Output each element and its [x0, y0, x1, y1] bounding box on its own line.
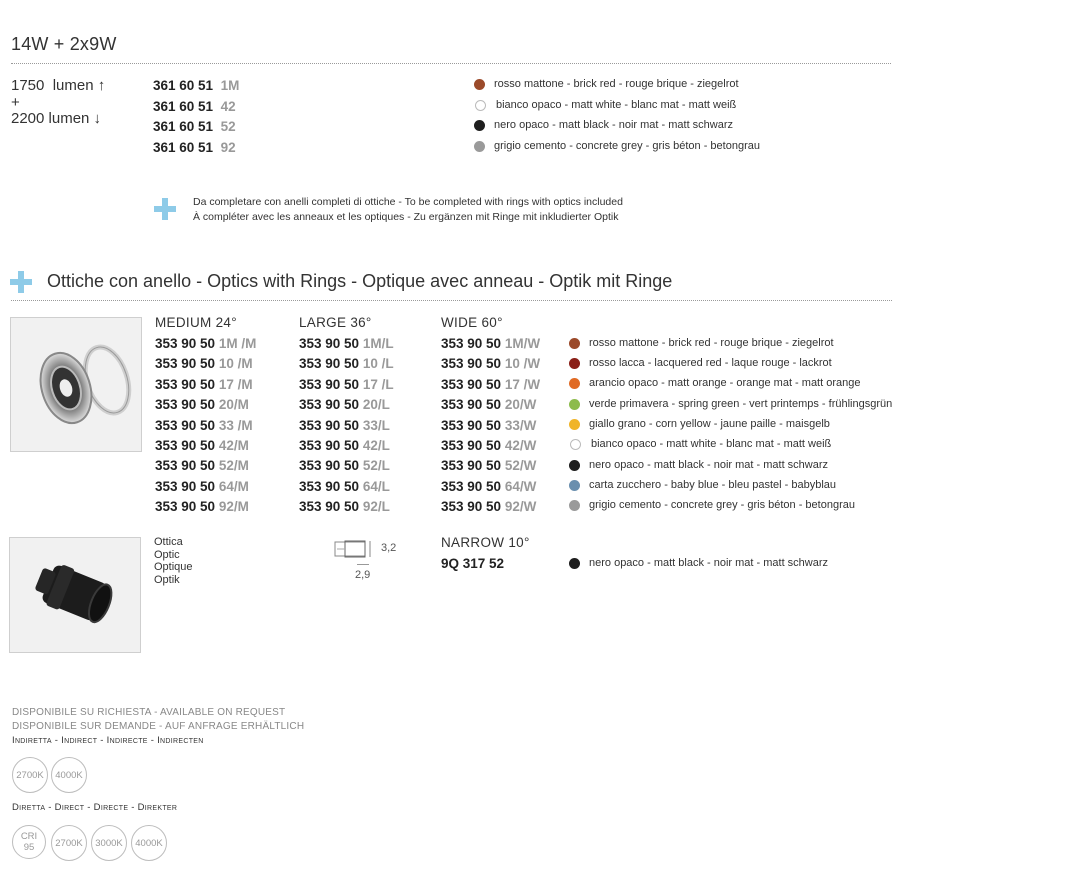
color-swatch — [474, 141, 485, 152]
column-header: LARGE 36° — [299, 315, 372, 330]
finish-item: carta zucchero - baby blue - bleu pastel - babyblau — [569, 479, 836, 491]
finish-item: verde primavera - spring green - vert printemps - frühlingsgrün — [569, 398, 892, 410]
optic-code: 353 90 50 52/M — [155, 458, 249, 474]
column-header: WIDE 60° — [441, 315, 503, 330]
indirect-label: Indiretta - Indirect - Indirecte - Indirecten — [12, 735, 204, 746]
plus-icon — [10, 271, 32, 293]
column-header: MEDIUM 24° — [155, 315, 237, 330]
optics-column-medium — [155, 315, 256, 520]
finish-item: grigio cemento - concrete grey - gris béton - betongrau — [474, 140, 760, 152]
optic-code: 353 90 50 20/M — [155, 397, 249, 413]
color-swatch — [474, 120, 485, 131]
optic-outline-icon — [332, 539, 372, 559]
finish-item: grigio cemento - concrete grey - gris béton - betongrau — [569, 499, 855, 511]
dimension-height: 3,2 — [381, 542, 397, 554]
optic-code: 353 90 50 10 /W — [441, 356, 541, 372]
color-swatch — [475, 100, 486, 111]
optic-code: 353 90 50 42/W — [441, 437, 537, 453]
optics-section-title: Ottiche con anello - Optics with Rings - Optique avec anneau - Optik mit Ringe — [47, 271, 673, 291]
product-code: 361 60 51 52 — [153, 119, 236, 135]
finish-item: rosso lacca - lacquered red - laque rouge - lackrot — [569, 357, 832, 369]
optic-code: 353 90 50 92/L — [299, 499, 390, 515]
optics-column-wide — [441, 315, 540, 520]
header-divider — [11, 63, 891, 64]
color-swatch — [569, 460, 580, 471]
dimension-width: 2,9 — [355, 569, 371, 581]
optic-code: 353 90 50 20/L — [299, 397, 390, 413]
lumen-plus: + — [11, 93, 20, 111]
optic-ring-photo — [10, 317, 142, 452]
optic-code: 353 90 50 42/L — [299, 437, 390, 453]
finish-item: nero opaco - matt black - noir mat - matt schwarz — [569, 557, 828, 569]
optic-code: 353 90 50 64/L — [299, 478, 390, 494]
color-swatch — [569, 378, 580, 389]
color-swatch — [569, 399, 580, 410]
dimension-line — [357, 564, 369, 565]
optic-code: 353 90 50 92/M — [155, 499, 249, 515]
optics-column-large — [299, 315, 394, 520]
optic-code: 353 90 50 10 /L — [299, 356, 394, 372]
finish-item: nero opaco - matt black - noir mat - matt schwarz — [474, 119, 733, 131]
color-swatch — [569, 480, 580, 491]
optic-code: 353 90 50 92/W — [441, 499, 537, 515]
page-title: 14W + 2x9W — [11, 34, 117, 54]
optic-code: 353 90 50 10 /M — [155, 356, 253, 372]
temp-badge-4000k: 4000K — [131, 825, 167, 861]
finish-item: nero opaco - matt black - noir mat - matt schwarz — [569, 459, 828, 471]
lumen-block — [11, 78, 105, 128]
optic-code: 353 90 50 1M/L — [299, 336, 394, 351]
color-swatch — [569, 419, 580, 430]
cri-badge: CRI 95 — [12, 825, 46, 859]
optic-code: 353 90 50 33 /M — [155, 417, 253, 433]
availability-line2: DISPONIBILE SUR DEMANDE - AUF ANFRAGE ERHÄLTLICH — [12, 721, 305, 732]
optic-code: 353 90 50 33/W — [441, 417, 537, 433]
finish-item: rosso mattone - brick red - rouge brique - ziegelrot — [474, 78, 739, 90]
section-divider — [11, 300, 892, 301]
completion-note: Da completare con anelli completi di ottiche - To be completed with rings with optics included À compléter avec les anneaux et les optiques - Zu ergänzen mit Ringe mit inkludierter Optik — [193, 196, 623, 223]
finish-item: arancio opaco - matt orange - orange mat - matt orange — [569, 377, 860, 389]
optic-ring-image — [11, 318, 141, 451]
optic-code: 353 90 50 20/W — [441, 397, 537, 413]
finish-item: rosso mattone - brick red - rouge brique - ziegelrot — [569, 337, 834, 349]
temp-badge-3000k: 3000K — [91, 825, 127, 861]
temp-badge-2700k: 2700K — [51, 825, 87, 861]
optic-code: 353 90 50 17 /M — [155, 376, 253, 392]
narrow-optic-image — [10, 538, 140, 652]
product-code: 361 60 51 1M — [153, 78, 240, 93]
color-swatch — [569, 338, 580, 349]
narrow-code: 9Q 317 52 — [441, 556, 505, 571]
optic-code: 353 90 50 1M /M — [155, 336, 257, 351]
finish-item: giallo grano - corn yellow - jaune paille - maisgelb — [569, 418, 830, 430]
temp-badge-2700k: 2700K — [12, 757, 48, 793]
optic-code: 353 90 50 52/L — [299, 458, 390, 474]
plus-icon — [154, 198, 176, 220]
optic-code: 353 90 50 42/M — [155, 437, 249, 453]
color-swatch — [569, 500, 580, 511]
narrow-header: NARROW 10° — [441, 535, 530, 550]
optic-labels: Ottica Optic Optique Optik — [154, 536, 193, 586]
lumen-up: 1750 lumen ↑ — [11, 77, 106, 94]
optic-code: 353 90 50 1M/W — [441, 336, 541, 351]
lumen-down: 2200 lumen ↓ — [11, 110, 102, 127]
product-code: 361 60 51 92 — [153, 140, 236, 156]
color-swatch — [570, 439, 581, 450]
direct-label: Diretta - Direct - Directe - Direkter — [12, 802, 178, 813]
optic-code: 353 90 50 64/W — [441, 478, 537, 494]
optic-code: 353 90 50 33/L — [299, 417, 390, 433]
finish-item: bianco opaco - matt white - blanc mat - matt weiß — [474, 99, 736, 111]
optic-dimension-drawing — [332, 539, 404, 584]
availability-line1: DISPONIBILE SU RICHIESTA - AVAILABLE ON REQUEST — [12, 707, 286, 718]
narrow-optic-photo — [9, 537, 141, 653]
color-swatch — [569, 358, 580, 369]
optic-code: 353 90 50 52/W — [441, 458, 537, 474]
color-swatch — [474, 79, 485, 90]
optic-code: 353 90 50 64/M — [155, 478, 249, 494]
product-code: 361 60 51 42 — [153, 98, 236, 114]
optic-code: 353 90 50 17 /W — [441, 376, 541, 392]
optic-code: 353 90 50 17 /L — [299, 376, 394, 392]
color-swatch — [569, 558, 580, 569]
product-codes — [153, 78, 239, 161]
temp-badge-4000k: 4000K — [51, 757, 87, 793]
finish-item: bianco opaco - matt white - blanc mat - matt weiß — [569, 438, 831, 450]
